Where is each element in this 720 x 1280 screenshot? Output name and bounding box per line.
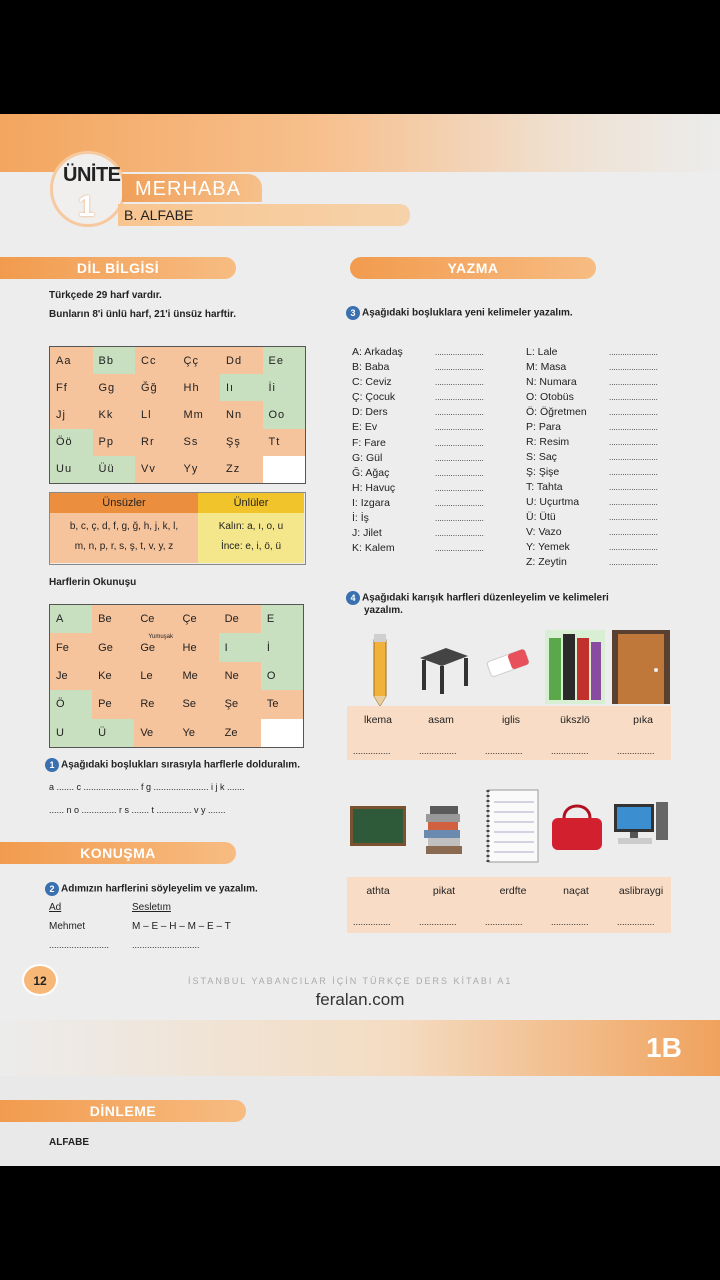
spelling-column-header: Sesletım <box>132 902 171 913</box>
alphabet-cell: Gg <box>93 374 136 401</box>
blank-line: ...................... <box>435 468 484 478</box>
vocab-item: G: Gül <box>352 451 383 464</box>
vocab-item: N: Numara <box>526 376 577 388</box>
pron-cell: U <box>50 719 92 747</box>
vocab-item: Ğ: Ağaç <box>352 466 390 479</box>
vocab-item: T: Tahta <box>526 481 563 493</box>
exercise-3-text: Aşağıdaki boşluklara yeni kelimeler yazalım. <box>362 307 573 319</box>
pron-cell: Fe <box>50 633 92 661</box>
pron-cell: Ge <box>92 633 134 661</box>
vocab-item: F: Fare <box>352 436 386 449</box>
blank-line: ...................... <box>609 558 658 567</box>
consonants-cell <box>50 513 198 563</box>
answer-blank: ............... <box>353 746 391 756</box>
pron-cell: Çe <box>177 605 219 633</box>
exercise-1-line-2: ...... n o .............. r s ....... t .............. v y ....... <box>49 805 226 815</box>
pron-cell-text: Ge <box>140 641 156 654</box>
pronunciation-title: Harflerin Okunuşu <box>49 577 137 588</box>
vocab-item: P: Para <box>526 421 562 433</box>
pron-cell: Ü <box>92 719 134 747</box>
exercise-1-line-1: a ....... c ...................... f g ...................... i j k ....... <box>49 782 245 792</box>
alphabet-cell: Dd <box>220 347 263 374</box>
vocab-item: V: Vazo <box>526 526 562 538</box>
blank-line: ...................... <box>435 378 484 388</box>
textbook-page <box>0 114 720 1020</box>
alphabet-cell: Kk <box>93 401 136 428</box>
alphabet-cell: Bb <box>93 347 136 374</box>
scrambled-word: ükszlö <box>560 714 590 726</box>
vocab-left-list <box>352 345 432 556</box>
pron-cell: Şe <box>219 690 261 718</box>
pronunciation-table <box>49 604 304 748</box>
pron-cell: Te <box>261 690 303 718</box>
blank-line: ...................... <box>609 363 658 372</box>
blank-line: ...................... <box>435 453 484 463</box>
blank-line: ...................... <box>435 393 484 403</box>
alphabet-cell: Cc <box>135 347 178 374</box>
alphabet-cell: Tt <box>263 429 306 456</box>
blank-line: ...................... <box>435 529 484 539</box>
pron-cell: De <box>219 605 261 633</box>
pron-cell-soft-g <box>134 633 176 661</box>
yumusak-note: Yumuşak <box>148 634 174 641</box>
alphabet-cell: Ee <box>263 347 306 374</box>
exercise-2-text: Adımızın harflerini söyleyelim ve yazalım. <box>61 883 258 895</box>
alphabet-cell: Nn <box>220 401 263 428</box>
vocab-right-blanks <box>609 345 658 570</box>
pron-cell: Ze <box>219 719 261 747</box>
exercise-1-title <box>45 758 300 772</box>
vowels-cell <box>198 513 304 563</box>
exercise-2-number: 2 <box>45 882 59 896</box>
alphabet-cell: Uu <box>50 456 93 483</box>
series-title: İSTANBUL YABANCILAR İÇİN TÜRKÇE DERS KİTABI A1 <box>188 976 513 986</box>
blank-line: ...................... <box>609 483 658 492</box>
next-page <box>0 1020 720 1166</box>
books-image <box>545 630 605 704</box>
exercise-4-number: 4 <box>346 591 360 605</box>
alphabet-cell: Mm <box>178 401 221 428</box>
yazma-header: YAZMA <box>350 257 596 279</box>
scrambled-word: athta <box>366 885 390 897</box>
alphabet-cell: Hh <box>178 374 221 401</box>
answer-blank: ............... <box>617 746 655 756</box>
blank-line: ...................... <box>435 498 484 508</box>
pron-cell: Ve <box>134 719 176 747</box>
blank-line: ...................... <box>609 378 658 387</box>
consonants-line-1: b, c, ç, d, f, g, ğ, h, j, k, l, <box>69 521 179 532</box>
pencil-image <box>360 630 400 706</box>
blank-line: ...................... <box>435 408 484 418</box>
unite-number: 1 <box>78 190 95 223</box>
grammar-line-2: Bunların 8'i ünlü harf, 21'i ünsüz harftir. <box>49 309 237 320</box>
alphabet-cell <box>263 456 306 483</box>
vocab-item: M: Masa <box>526 361 567 373</box>
pron-cell: Re <box>134 690 176 718</box>
scrambled-word: erdfte <box>499 885 527 897</box>
vocab-item: L: Lale <box>526 346 558 358</box>
alphabet-cell: Aa <box>50 347 93 374</box>
vocab-item: S: Saç <box>526 451 557 463</box>
answer-blank: ............... <box>419 917 457 927</box>
vocab-item: U: Uçurtma <box>526 496 580 508</box>
vocab-item: Ö: Öğretmen <box>526 406 587 418</box>
pron-cell: Pe <box>92 690 134 718</box>
vocab-item: D: Ders <box>352 406 388 419</box>
vocab-item: R: Resim <box>526 436 570 448</box>
answer-blank: ............... <box>617 917 655 927</box>
exercise-4-text-2: yazalım. <box>364 605 403 616</box>
scrambled-word: asam <box>428 714 454 726</box>
grammar-line-1: Türkçede 29 harf vardır. <box>49 290 162 301</box>
dil-bilgisi-header: DİL BİLGİSİ <box>0 257 236 279</box>
unit-title: MERHABA <box>135 178 241 200</box>
answer-blank: ............... <box>485 917 523 927</box>
next-page-band <box>0 1020 720 1076</box>
exercise-4-text-1: Aşağıdaki karışık harfleri düzenleyelim ve kelimeleri <box>362 592 609 604</box>
unite-label: ÜNİTE <box>63 164 121 186</box>
vocab-item: K: Kalem <box>352 542 395 555</box>
pron-cell: Ö <box>50 690 92 718</box>
name-blank: ........................ <box>49 940 110 950</box>
pron-cell: Ce <box>134 605 176 633</box>
blank-line: ...................... <box>609 408 658 417</box>
pron-cell: Ye <box>177 719 219 747</box>
blank-line: ...................... <box>609 513 658 522</box>
vocab-item: Ş: Şişe <box>526 466 560 478</box>
scrambled-word: naçat <box>563 885 589 897</box>
unit-subtitle: B. ALFABE <box>124 207 194 223</box>
scramble-row-2 <box>347 877 671 933</box>
dinleme-header: DİNLEME <box>0 1100 246 1122</box>
handbag-image <box>548 800 606 854</box>
page-number: 12 <box>22 964 58 996</box>
vocab-item: A: Arkadaş <box>352 346 403 358</box>
alphabet-cell: İi <box>263 374 306 401</box>
exercise-3-title <box>346 306 573 320</box>
exercise-4-title <box>346 591 646 605</box>
blank-line: ...................... <box>609 423 658 432</box>
exercise-3-number: 3 <box>346 306 360 320</box>
consonants-line-2: m, n, p, r, s, ş, t, v, y, z <box>74 541 174 552</box>
pron-cell <box>261 719 303 747</box>
blank-line: ...................... <box>609 528 658 537</box>
name-column-header: Ad <box>49 902 62 913</box>
pron-cell: Je <box>50 662 92 690</box>
next-page-tag: 1B <box>646 1032 682 1063</box>
blank-line: ...................... <box>435 438 484 448</box>
example-name: Mehmet <box>49 921 86 932</box>
alphabet-cell: Ğğ <box>135 374 178 401</box>
alphabet-cell: Yy <box>178 456 221 483</box>
pron-cell: Le <box>134 662 176 690</box>
blank-line: ...................... <box>435 423 484 433</box>
scrambled-word: iglis <box>501 714 521 726</box>
answer-blank: ............... <box>551 746 589 756</box>
alphabet-cell: Pp <box>93 429 136 456</box>
alphabet-cell: Çç <box>178 347 221 374</box>
answer-blank: ............... <box>485 746 523 756</box>
blank-line: ...................... <box>609 468 658 477</box>
vocab-item: Y: Yemek <box>526 541 570 553</box>
alphabet-cell: Şş <box>220 429 263 456</box>
blank-line: ...................... <box>435 348 484 357</box>
pron-cell: Ne <box>219 662 261 690</box>
example-spelling: M – E – H – M – E – T <box>132 921 231 932</box>
pron-cell: I <box>219 633 261 661</box>
dinleme-label: ALFABE <box>49 1137 89 1148</box>
scrambled-word: pikat <box>432 885 456 897</box>
alphabet-cell: Jj <box>50 401 93 428</box>
blank-line: ...................... <box>435 514 484 524</box>
vocab-item: O: Otobüs <box>526 391 574 403</box>
alphabet-cell: Ss <box>178 429 221 456</box>
vocab-item: Ü: Ütü <box>526 511 556 523</box>
blackboard-image <box>350 806 406 848</box>
blank-line: ...................... <box>435 483 484 493</box>
pron-cell: Be <box>92 605 134 633</box>
pron-cell: O <box>261 662 303 690</box>
alphabet-cell: Ll <box>135 401 178 428</box>
alphabet-cell: Üü <box>93 456 136 483</box>
pron-cell: He <box>177 633 219 661</box>
back-vowels: Kalın: a, ı, o, u <box>218 521 284 532</box>
alphabet-cell: Rr <box>135 429 178 456</box>
answer-blank: ............... <box>353 917 391 927</box>
alphabet-cell: Öö <box>50 429 93 456</box>
vocab-item: C: Ceviz <box>352 376 392 389</box>
blank-line: ...................... <box>435 363 484 373</box>
vocab-item: H: Havuç <box>352 481 396 494</box>
konusma-header: KONUŞMA <box>0 842 236 864</box>
exercise-2-title <box>45 882 258 896</box>
pron-cell: Me <box>177 662 219 690</box>
scramble-row-1 <box>347 706 671 760</box>
blank-line: ...................... <box>609 498 658 507</box>
alphabet-cell: Vv <box>135 456 178 483</box>
pron-cell: Se <box>177 690 219 718</box>
vocab-item: B: Baba <box>352 361 390 374</box>
alphabet-table <box>49 346 306 484</box>
vocab-item: Z: Zeytin <box>526 556 567 568</box>
vocab-item: E: Ev <box>352 421 378 434</box>
book-stack-image <box>418 794 468 858</box>
scrambled-word: aslibraygi <box>618 885 664 897</box>
blank-line: ...................... <box>435 544 484 554</box>
pron-cell: E <box>261 605 303 633</box>
door-image <box>612 630 670 704</box>
scrambled-word: lkema <box>363 714 392 726</box>
eraser-image <box>480 649 536 679</box>
alphabet-cell: Zz <box>220 456 263 483</box>
vocab-item: Ç: Çocuk <box>352 391 396 404</box>
exercise-1-text: Aşağıdaki boşlukları sırasıyla harflerle dolduralım. <box>61 759 300 771</box>
vocab-item: I: Izgara <box>352 496 390 509</box>
unsuzler-heading: Ünsüzler <box>50 493 198 513</box>
vocab-item: J: Jilet <box>352 527 382 540</box>
vocab-left-blanks <box>435 345 484 556</box>
answer-blank: ............... <box>419 746 457 756</box>
vocab-right-list <box>526 345 610 570</box>
pron-cell: İ <box>261 633 303 661</box>
computer-image <box>612 798 672 852</box>
blank-line: ...................... <box>609 393 658 402</box>
front-vowels: İnce: e, i, ö, ü <box>220 541 282 552</box>
watermark: feralan.com <box>315 990 405 1009</box>
pron-cell: A <box>50 605 92 633</box>
unluler-heading: Ünlüler <box>198 493 304 513</box>
table-image <box>416 644 472 694</box>
scrambled-word: pıka <box>633 714 653 726</box>
blank-line: ...................... <box>609 543 658 552</box>
vocab-item: İ: İş <box>352 512 369 525</box>
answer-blank: ............... <box>551 917 589 927</box>
blank-line: ...................... <box>609 348 658 357</box>
spelling-blank: ........................... <box>132 940 200 950</box>
blank-line: ...................... <box>609 453 658 462</box>
alphabet-cell: Iı <box>220 374 263 401</box>
consonant-vowel-table <box>49 492 306 565</box>
alphabet-cell: Ff <box>50 374 93 401</box>
blank-line: ...................... <box>609 438 658 447</box>
notebook-image <box>484 788 540 864</box>
exercise-1-number: 1 <box>45 758 59 772</box>
pron-cell: Ke <box>92 662 134 690</box>
alphabet-cell: Oo <box>263 401 306 428</box>
